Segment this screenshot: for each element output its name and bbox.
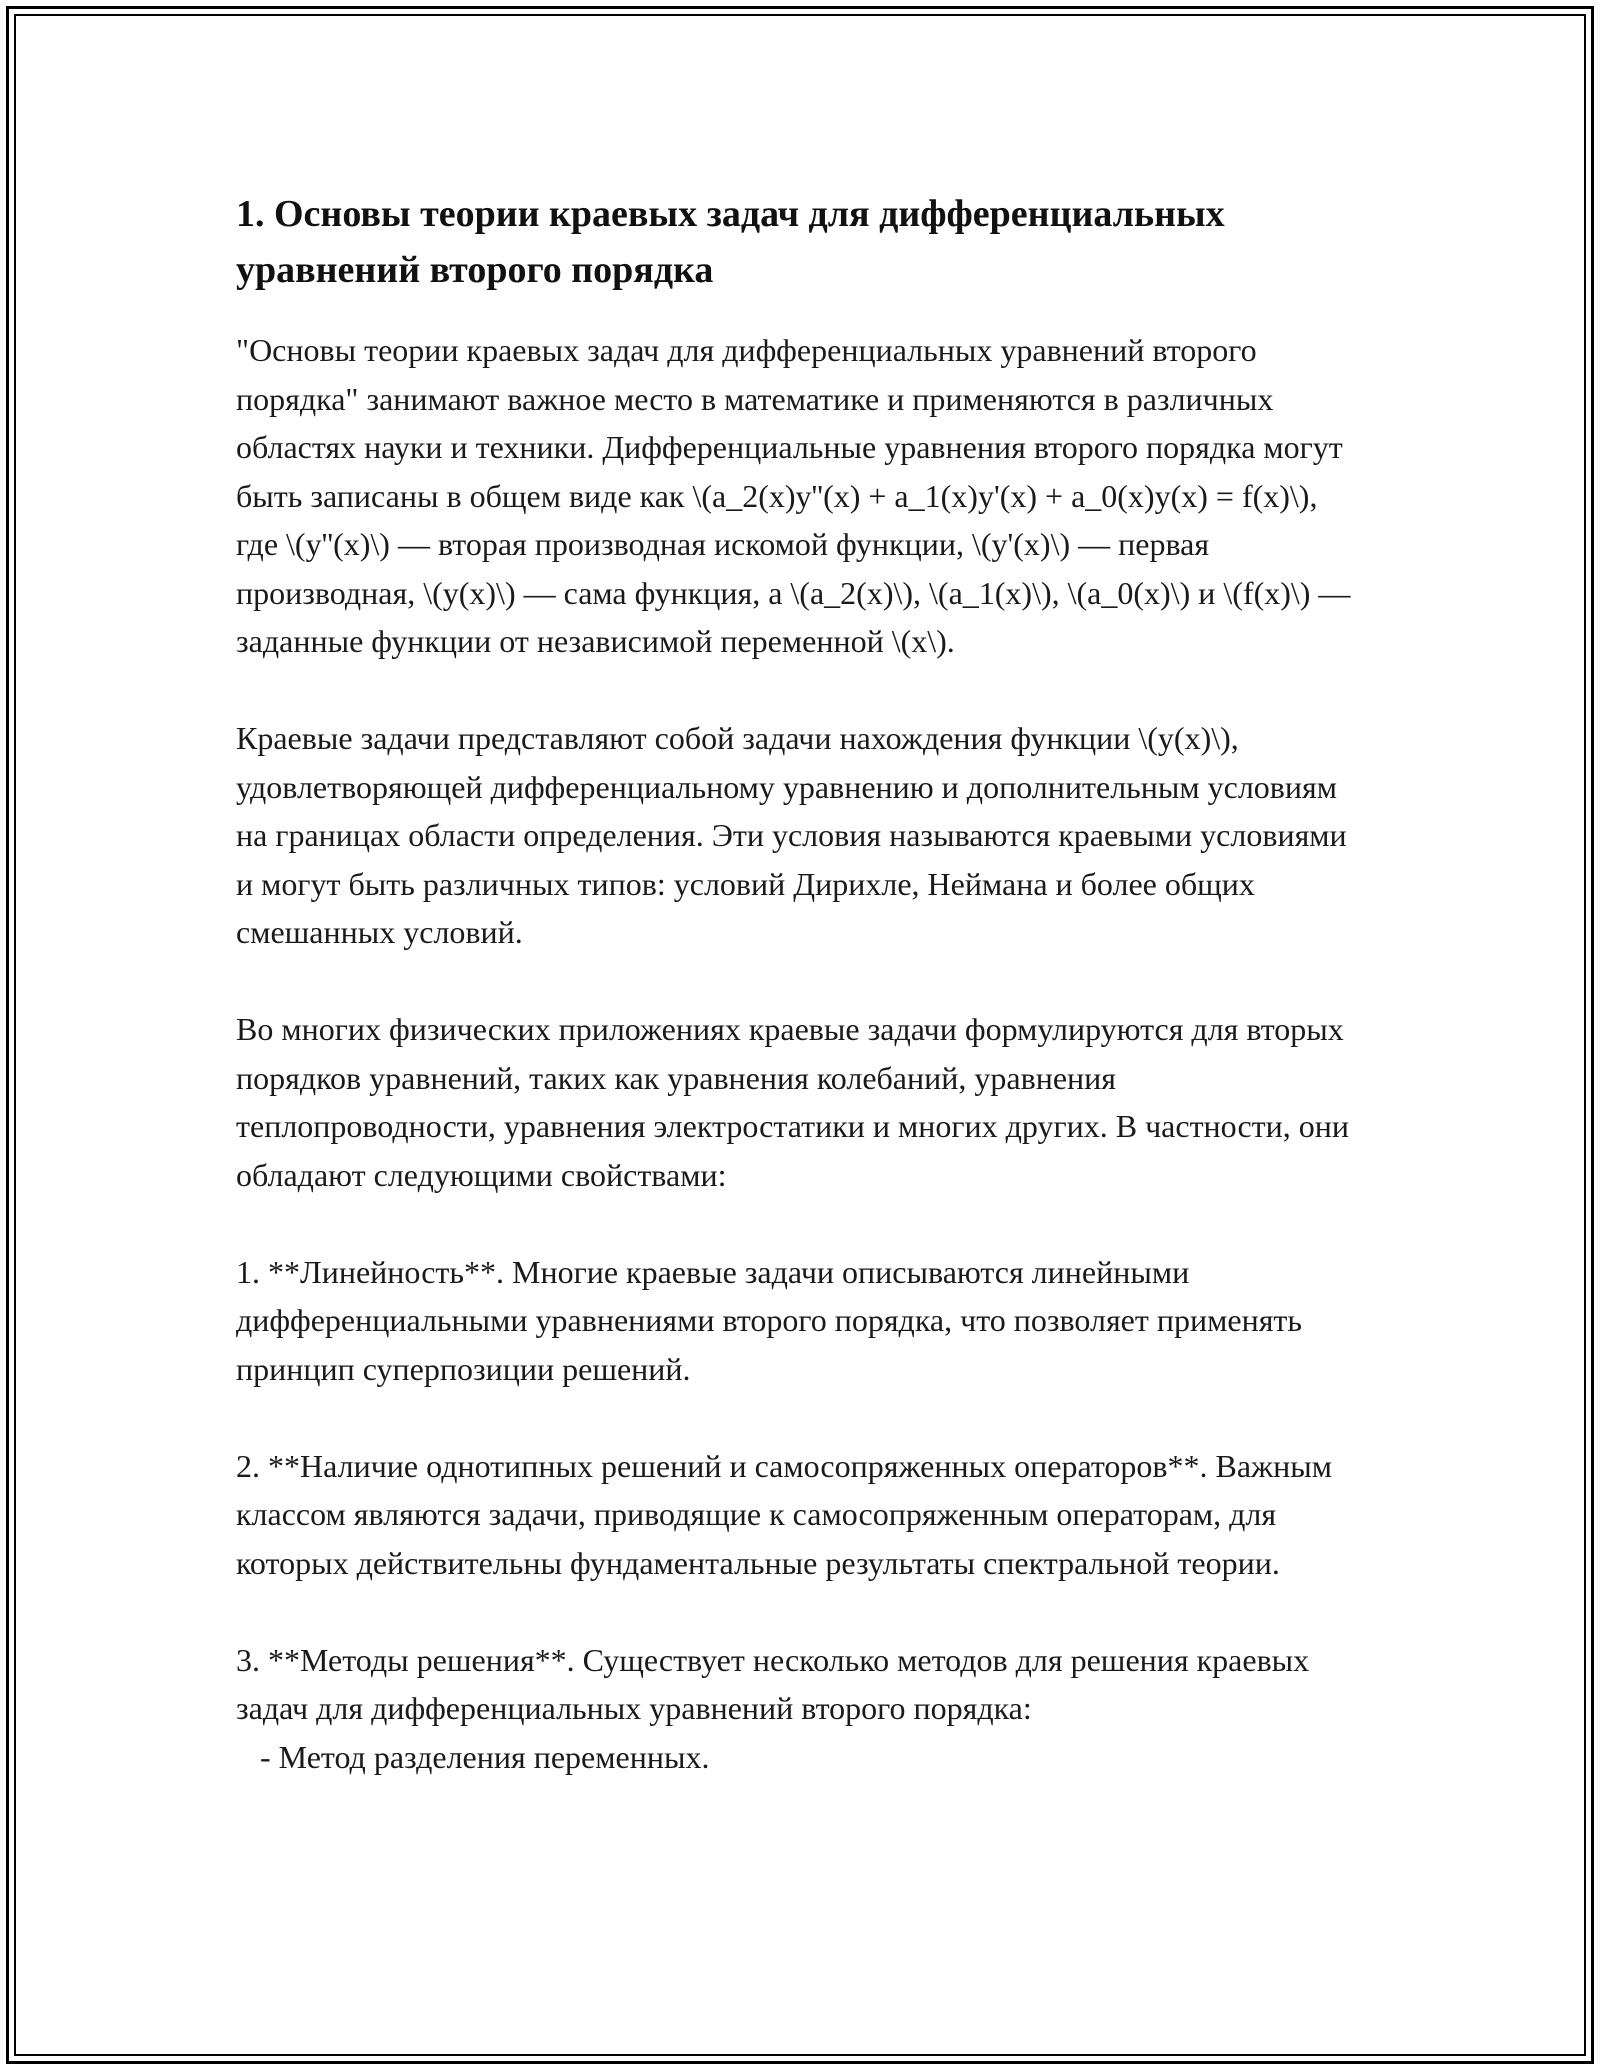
paragraph-gap (236, 1199, 1366, 1248)
list-item-linearity: 1. **Линейность**. Многие краевые задачи описываются линейными дифференциальными уравнениями второго порядка, что позволяет применять принцип суперпозиции решений. (236, 1253, 1310, 1387)
paragraph-gap (236, 1393, 1366, 1442)
list-item-methods: 3. **Методы решения**. Существует несколько методов для решения краевых задач для дифференциальных уравнений второго порядка: - Метод разделения переменных. (236, 1641, 1310, 1775)
paragraph-physical-applications: Во многих физических приложениях краевые задачи формулируются для вторых порядков уравнений, таких как уравнения колебаний, уравнения теплопроводности, уравнения электростатики и многих других. В частности, они обладают следующими свойствами: (236, 1011, 1358, 1193)
section-title: 1. Основы теории краевых задач для дифференциальных уравнений второго порядка (236, 193, 1225, 291)
paragraph-gap (236, 666, 1366, 715)
paragraph-boundary-problems: Краевые задачи представляют собой задачи нахождения функции \(y(x)\), удовлетворяющей дифференциальному уравнению и дополнительным условиям на границах области определения. Эти условия называются краевыми условиями и могут быть различных типов: условий Дирихле, Неймана и более общих смешанных условий. (236, 720, 1355, 950)
document-body (236, 186, 1366, 1781)
list-item-self-adjoint: 2. **Наличие однотипных решений и самосопряженных операторов**. Важным классом являются задачи, приводящие к самосопряженным операторам, для которых действительны фундаментальные результаты спектральной теории. (236, 1447, 1341, 1581)
paragraph-gap (236, 1587, 1366, 1636)
paragraph-gap (236, 957, 1366, 1006)
paragraph-intro: "Основы теории краевых задач для дифференциальных уравнений второго порядка" занимают важное место в математике и применяются в различных областях науки и техники. Дифференциальные уравнения второго порядка могут быть записаны в общем виде как \(a_2(x)y''(x) + a_1(x)y'(x) + a_0(x)y(x) = f(x)\), где \(y''(x)\) — вторая производная искомой функции, \(y'(x)\) — первая производная, \(y(x)\) — сама функция, а \(a_2(x)\), \(a_1(x)\), \(a_0(x)\) и \(f(x)\) — заданные функции от независимой переменной \(x\). (236, 332, 1359, 659)
